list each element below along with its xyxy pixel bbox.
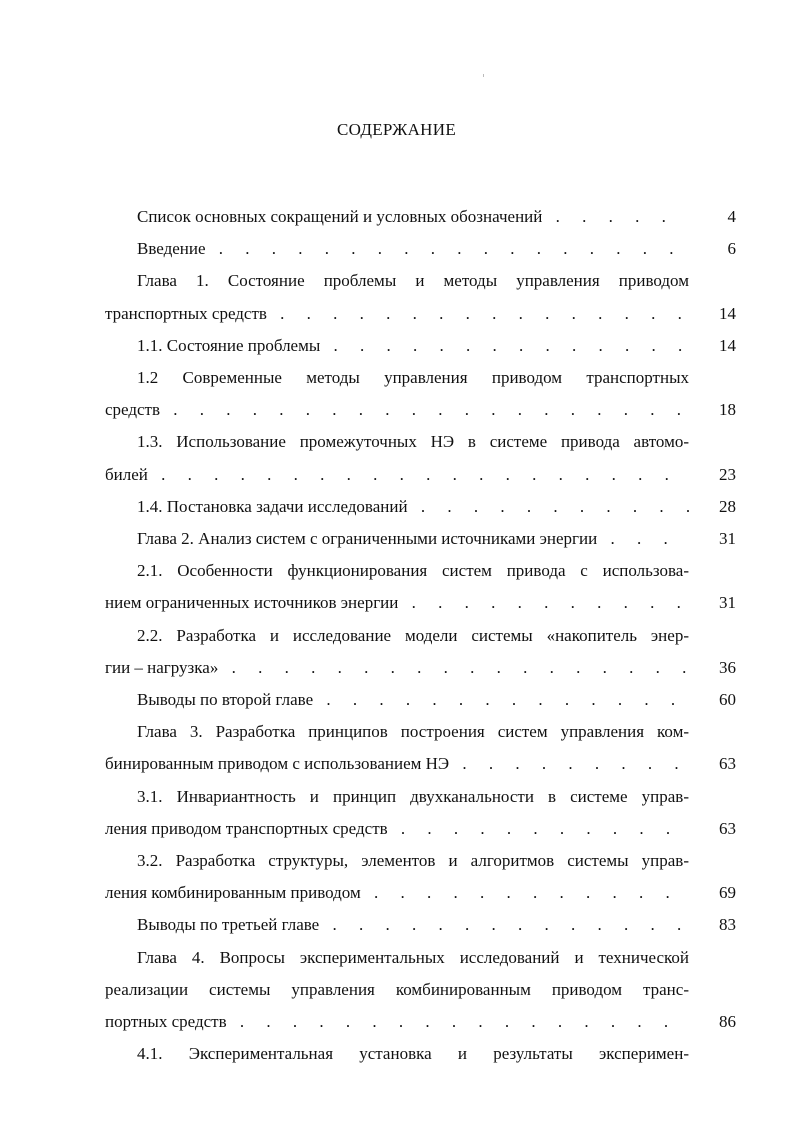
toc-entry-line: ления приводом транспортных средств . . . xyxy=(105,817,689,841)
toc-page-number: 86 xyxy=(719,1012,736,1031)
toc-entry-line: 1.4. Постановка задачи исследований . . . xyxy=(105,495,689,519)
toc-page-number: 60 xyxy=(719,690,736,709)
toc-entry-line: средств . . . xyxy=(105,398,689,422)
toc-entry-line: 1.3. Использование промежуточных НЭ в системе привода автомо- xyxy=(137,432,689,452)
toc-entry-line: Глава 1. Состояние проблемы и методы управления приводом xyxy=(137,271,689,291)
toc-entry-line: реализации системы управления комбинированным приводом транс- xyxy=(105,979,689,999)
toc-title: СОДЕРЖАНИЕ xyxy=(336,120,457,139)
toc-page-number: 63 xyxy=(719,818,736,838)
toc-page-number: 83 xyxy=(719,915,736,935)
toc-page-number: 23 xyxy=(719,464,736,484)
toc-page-number: 14 xyxy=(719,335,736,355)
toc-entry-line: Глава 3. Разработка принципов построения систем управления ком- xyxy=(137,722,689,742)
toc-page-number: 31 xyxy=(719,593,736,613)
toc-page-number: 4 xyxy=(727,207,736,226)
toc-entry-line: 1.2 Современные методы управления приводом транспортных xyxy=(137,368,689,387)
toc-page-number: 31 xyxy=(719,529,736,548)
toc-entry-line: 3.2. Разработка структуры, элементов и алгоритмов системы управ- xyxy=(137,851,689,870)
toc-entry-line: Список основных сокращений и условных обозначений . . . xyxy=(105,205,689,229)
toc-entry-line: ления комбинированным приводом . . . xyxy=(105,881,689,905)
toc-entry-line: 2.1. Особенности функционирования систем привода с использова- xyxy=(137,561,689,581)
toc-entry-line: 1.1. Состояние проблемы . . . xyxy=(105,334,689,358)
toc-page-number: 18 xyxy=(719,400,736,420)
toc-entry-line: Введение . . . xyxy=(105,237,689,261)
toc-entry-line: гии – нагрузка» . . . xyxy=(105,656,689,680)
scan-mark xyxy=(483,74,484,77)
toc-entry-line: Выводы по третьей главе . . . xyxy=(105,913,689,937)
toc-entry-line: транспортных средств . . . xyxy=(105,302,689,326)
toc-entry-line: 2.2. Разработка и исследование модели системы «накопитель энер- xyxy=(137,625,689,645)
toc-entry-line: нием ограниченных источников энергии . . . xyxy=(105,591,689,615)
toc-entry-line: Выводы по второй главе . . . xyxy=(105,688,689,712)
toc-entry-line: 4.1. Экспериментальная установка и результаты эксперимен- xyxy=(137,1044,689,1064)
toc-page-number: 6 xyxy=(727,239,736,259)
toc-entry-line: Глава 2. Анализ систем с ограниченными источниками энергии . . . xyxy=(105,527,689,551)
toc-page-number: 36 xyxy=(719,657,736,677)
toc-page-number: 63 xyxy=(719,754,736,774)
toc-entry-line: билей . . . xyxy=(105,463,689,487)
toc-entry-line: бинированным приводом с использованием НЭ . . . xyxy=(105,752,689,776)
toc-entry-line: Глава 4. Вопросы экспериментальных исследований и технической xyxy=(137,947,689,967)
toc-page-number: 14 xyxy=(719,303,736,323)
toc-page-number: 69 xyxy=(719,883,736,903)
toc-page-number: 28 xyxy=(719,496,736,516)
toc-entry-line: 3.1. Инвариантность и принцип двухканальности в системе управ- xyxy=(137,786,689,806)
toc-entry-line: портных средств . . . xyxy=(105,1010,689,1034)
